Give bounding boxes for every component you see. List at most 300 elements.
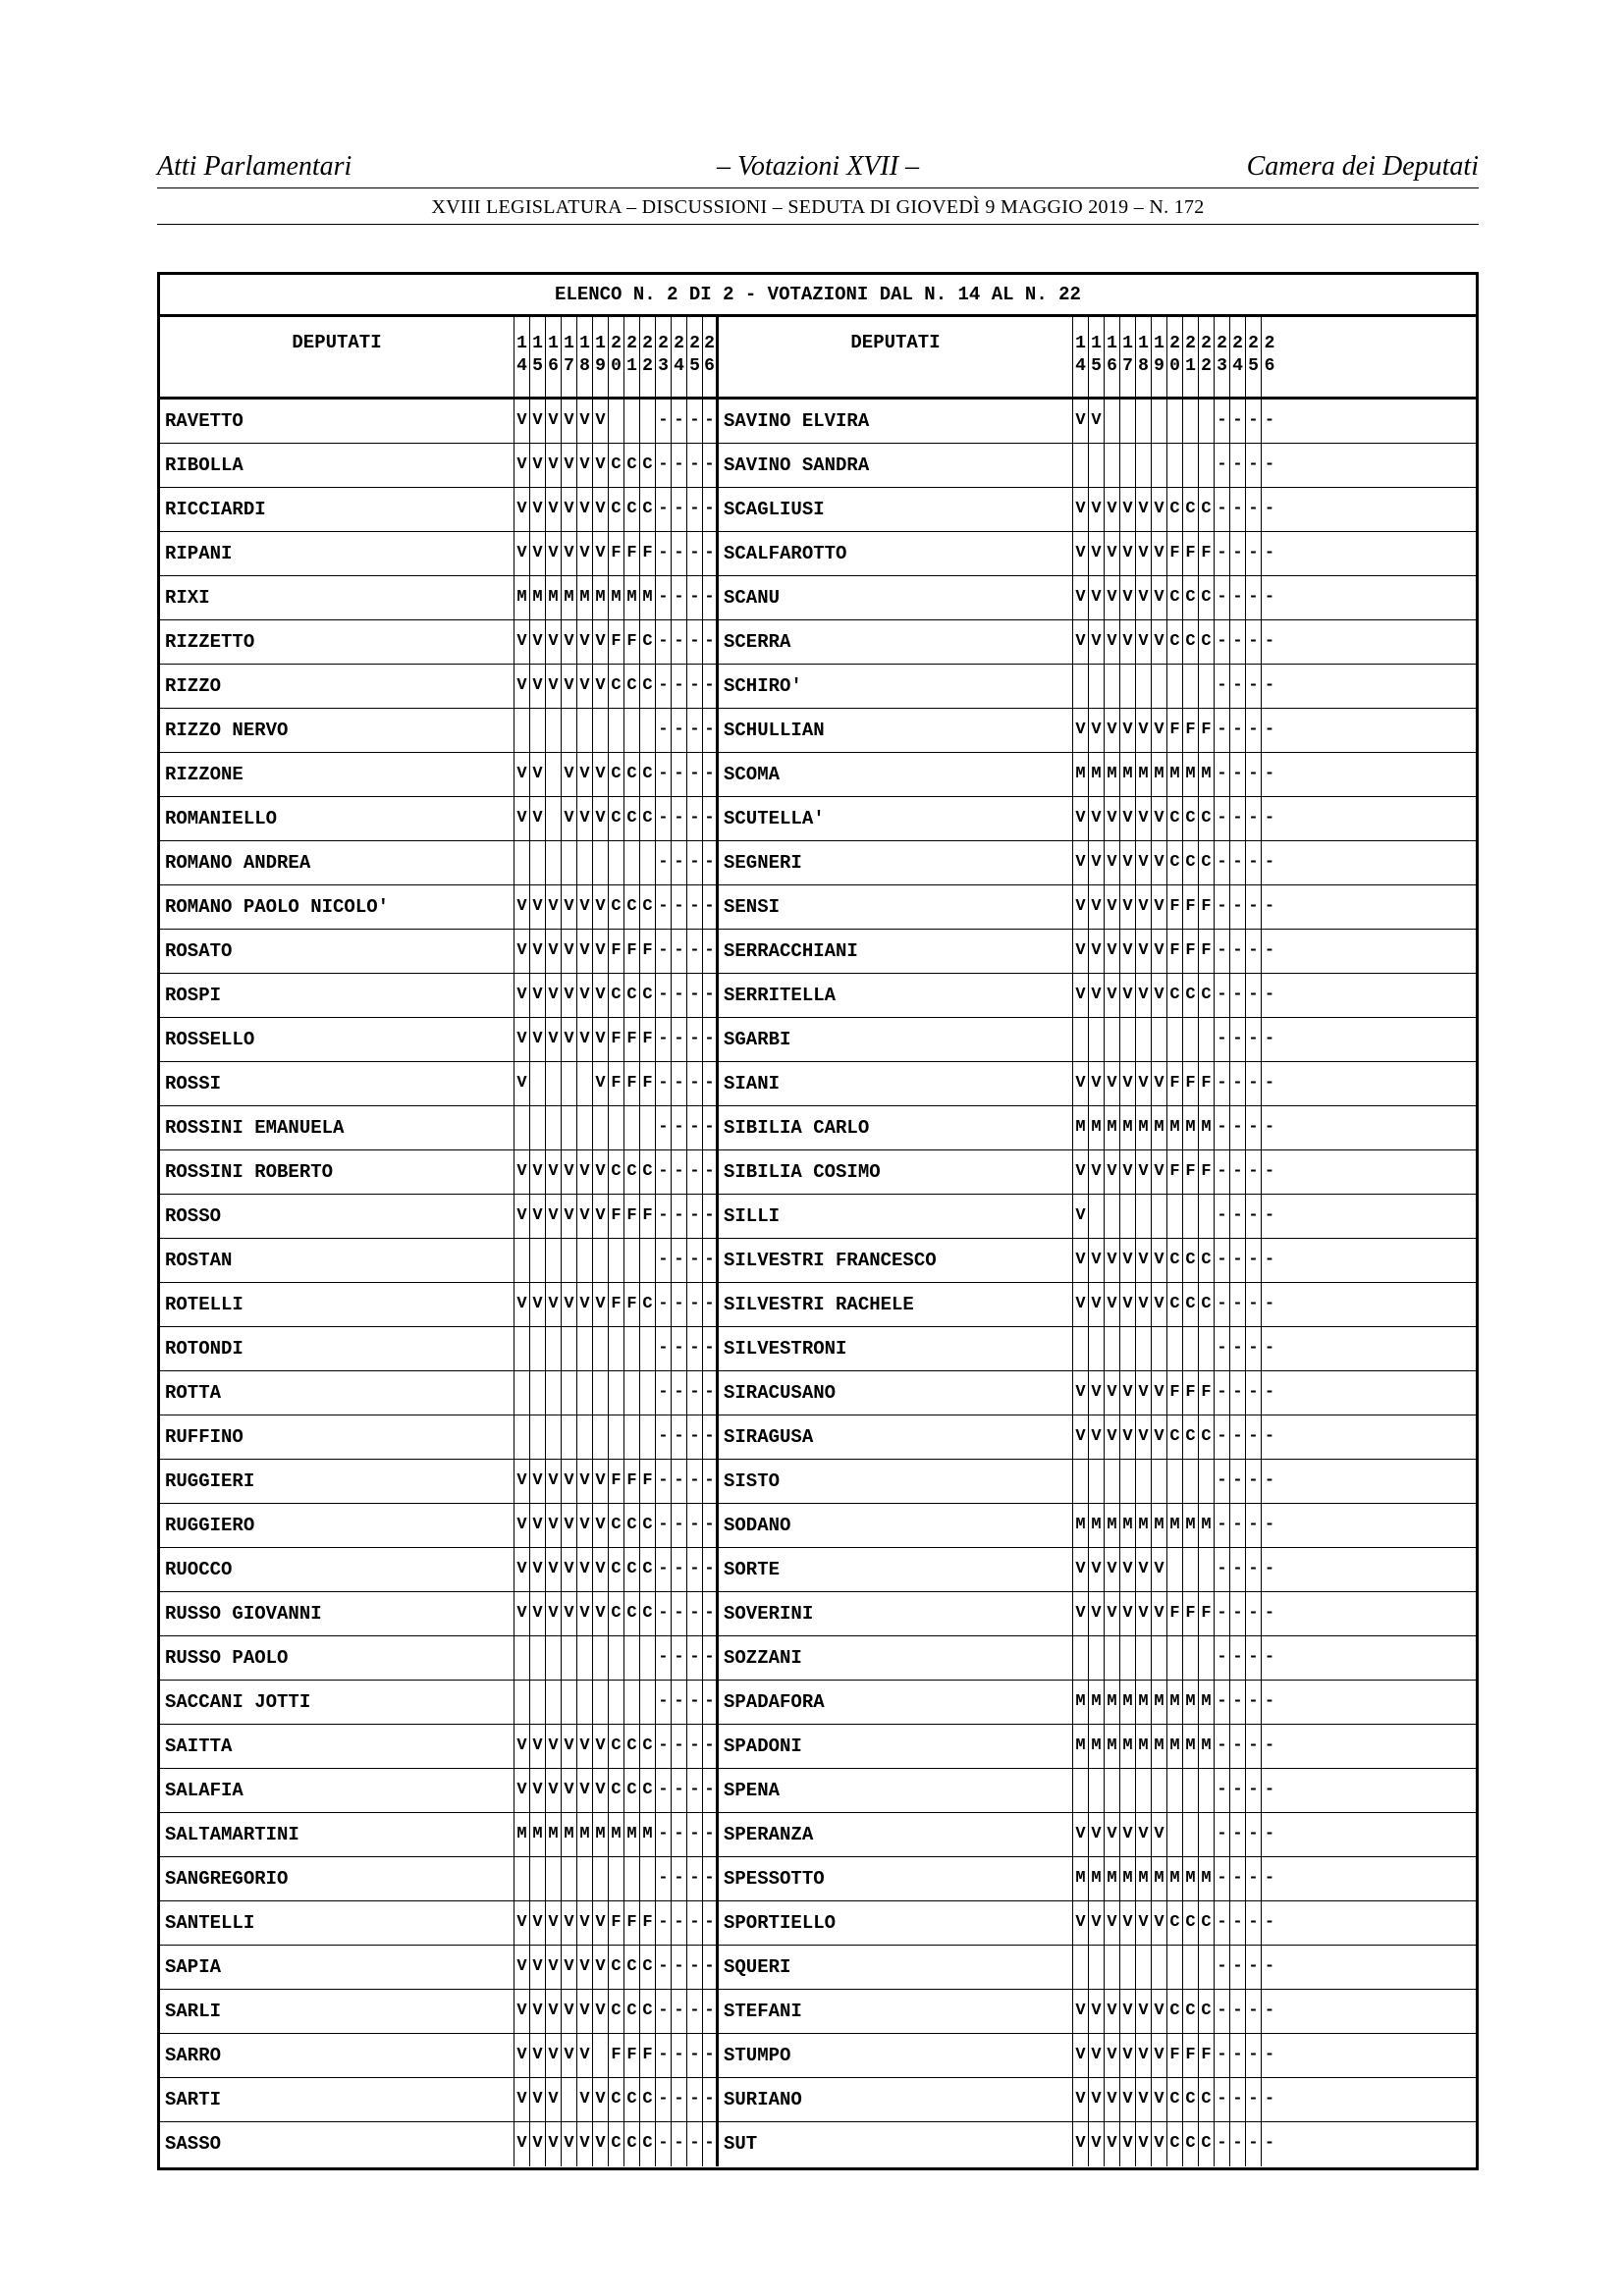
vote-cell: - (1246, 532, 1262, 575)
vote-cell: V (1105, 709, 1120, 752)
vote-cell: M (1089, 1857, 1105, 1900)
vote-cell: C (609, 1592, 624, 1635)
vote-cell (530, 709, 546, 752)
vote-cell: V (577, 797, 593, 840)
vote-cell: V (1073, 974, 1089, 1017)
vote-cell: - (703, 797, 719, 840)
vote-cell: - (672, 1195, 687, 1238)
vote-cell: - (703, 665, 719, 708)
vote-cell: - (1264, 1162, 1275, 1181)
vote-cell (1120, 1460, 1136, 1503)
table-row (160, 1106, 1476, 1150)
vote-cell (1136, 665, 1152, 708)
vote-cell: - (687, 532, 703, 575)
vote-cell: - (1230, 1106, 1246, 1149)
vote-cell: - (672, 532, 687, 575)
vote-cell (1136, 444, 1152, 487)
deputy-name: SALTAMARTINI (160, 1813, 514, 1856)
vote-cell: V (530, 974, 546, 1017)
vote-cell: - (1215, 1901, 1230, 1945)
vote-cell: C (624, 1548, 640, 1591)
vote-cell: V (1120, 930, 1136, 973)
vote-cell (640, 1857, 656, 1900)
deputati-header: DEPUTATI (719, 317, 1073, 397)
vote-cell: V (1120, 885, 1136, 929)
vote-cell (577, 1327, 593, 1370)
vote-column-header: 2 1 (1183, 317, 1199, 397)
vote-cell: - (1246, 1725, 1262, 1768)
vote-cell: - (687, 1460, 703, 1503)
vote-cell (1183, 444, 1199, 487)
vote-cell: - (687, 1062, 703, 1105)
vote-cell (562, 2078, 577, 2121)
vote-cell: - (1264, 1383, 1275, 1402)
vote-cell: - (1246, 1901, 1262, 1945)
vote-cell: V (530, 665, 546, 708)
vote-cell: V (562, 797, 577, 840)
deputy-name: ROTELLI (160, 1283, 514, 1326)
vote-cell (530, 1857, 546, 1900)
vote-cell: - (1264, 809, 1275, 828)
vote-cell: V (1152, 1990, 1167, 2033)
vote-cell: - (672, 1415, 687, 1459)
vote-cell: - (1215, 930, 1230, 973)
vote-column-header: 2 6 (1264, 334, 1275, 376)
vote-cell: - (1246, 1327, 1262, 1370)
vote-cell: V (1136, 1415, 1152, 1459)
vote-cell: C (624, 1150, 640, 1194)
vote-cell: V (546, 2078, 562, 2121)
deputy-name: SQUERI (719, 1946, 1073, 1989)
vote-cell: V (562, 753, 577, 796)
vote-cell (593, 1371, 609, 1415)
deputy-name: SPADONI (719, 1725, 1073, 1768)
vote-cell: M (1073, 753, 1089, 796)
vote-cell: - (656, 1062, 672, 1105)
vote-cell: V (1136, 1239, 1152, 1282)
vote-cell: C (624, 1725, 640, 1768)
table-row (160, 1018, 1476, 1062)
deputy-name: RIBOLLA (160, 444, 514, 487)
vote-cell: V (593, 1901, 609, 1945)
vote-cell: - (656, 1990, 672, 2033)
vote-cell (1105, 1195, 1120, 1238)
vote-cell (1105, 1946, 1120, 1989)
vote-cell (1167, 444, 1183, 487)
vote-cell: - (1230, 488, 1246, 531)
vote-cell: C (624, 488, 640, 531)
vote-cell: V (593, 620, 609, 664)
vote-cell: C (624, 665, 640, 708)
vote-cell: V (1073, 2034, 1089, 2077)
vote-cell: V (514, 444, 530, 487)
vote-cell: M (1183, 1725, 1199, 1768)
vote-cell: C (624, 753, 640, 796)
vote-cell: M (1105, 1725, 1120, 1768)
vote-cell (1136, 1946, 1152, 1989)
vote-cell (624, 1636, 640, 1680)
vote-column-header: 2 3 (1215, 317, 1230, 397)
vote-cell: M (1136, 1106, 1152, 1149)
vote-cell: V (1152, 885, 1167, 929)
vote-cell: - (687, 1592, 703, 1635)
vote-cell: V (1120, 709, 1136, 752)
vote-cell: V (1073, 930, 1089, 973)
vote-cell (1183, 1460, 1199, 1503)
vote-cell: - (703, 1725, 719, 1768)
deputy-name: SURIANO (719, 2078, 1073, 2121)
vote-cell: - (1264, 1206, 1275, 1225)
vote-cell (1120, 1327, 1136, 1370)
vote-cell: - (1246, 1769, 1262, 1812)
vote-cell: - (1230, 1283, 1246, 1326)
vote-cell (1120, 1946, 1136, 1989)
deputy-name: SILVESTRI FRANCESCO (719, 1239, 1073, 1282)
vote-cell: V (1120, 1283, 1136, 1326)
header-rule (157, 187, 1479, 188)
vote-cell: V (1073, 709, 1089, 752)
vote-cell: - (1230, 532, 1246, 575)
vote-cell (562, 1636, 577, 1680)
vote-cell: - (672, 1946, 687, 1989)
vote-cell: V (562, 974, 577, 1017)
vote-cell: C (640, 1548, 656, 1591)
vote-cell: V (1105, 1283, 1120, 1326)
vote-cell: F (609, 2034, 624, 2077)
vote-cell (1199, 444, 1215, 487)
vote-cell: - (656, 1106, 672, 1149)
vote-cell: - (1246, 1857, 1262, 1900)
vote-cell: V (1089, 974, 1105, 1017)
vote-cell: V (1105, 841, 1120, 884)
vote-cell: M (1199, 753, 1215, 796)
vote-cell: - (656, 620, 672, 664)
vote-cell: F (1167, 2034, 1183, 2077)
vote-cell: V (514, 1150, 530, 1194)
vote-cell: V (1136, 841, 1152, 884)
vote-cell: M (609, 576, 624, 619)
vote-cell: F (624, 532, 640, 575)
vote-cell: V (577, 1725, 593, 1768)
vote-cell: - (703, 709, 719, 752)
deputy-name: SPORTIELLO (719, 1901, 1073, 1945)
vote-cell: F (1183, 885, 1199, 929)
vote-cell: F (624, 1460, 640, 1503)
vote-cell: V (1136, 1813, 1152, 1856)
vote-cell: C (609, 2122, 624, 2166)
vote-cell: V (593, 444, 609, 487)
vote-cell: - (656, 974, 672, 1017)
vote-cell: - (703, 753, 719, 796)
vote-cell: - (1230, 2034, 1246, 2077)
vote-cell: V (577, 444, 593, 487)
vote-cell: - (1264, 941, 1275, 960)
vote-cell: V (1136, 576, 1152, 619)
vote-column-header: 1 4 (1073, 317, 1089, 397)
vote-cell: - (656, 665, 672, 708)
vote-cell: C (640, 1946, 656, 1989)
vote-cell: - (656, 709, 672, 752)
vote-cell: F (609, 930, 624, 973)
vote-cell (1183, 1195, 1199, 1238)
vote-cell: M (530, 576, 546, 619)
vote-cell (546, 1239, 562, 1282)
vote-cell: V (1089, 1062, 1105, 1105)
vote-cell (1152, 665, 1167, 708)
vote-cell: C (624, 1769, 640, 1812)
deputy-name: SISTO (719, 1460, 1073, 1503)
vote-cell: - (1246, 1371, 1262, 1415)
vote-cell: V (1152, 620, 1167, 664)
vote-cell: - (1215, 1327, 1230, 1370)
deputy-name: SCANU (719, 576, 1073, 619)
deputy-name: SARLI (160, 1990, 514, 2033)
vote-cell: - (687, 797, 703, 840)
vote-cell: V (1152, 1283, 1167, 1326)
vote-cell: - (1264, 676, 1275, 695)
vote-cell: - (1246, 1062, 1262, 1105)
vote-cell: V (530, 1946, 546, 1989)
deputy-name: SODANO (719, 1504, 1073, 1547)
vote-cell: V (1152, 841, 1167, 884)
deputy-name: SCAGLIUSI (719, 488, 1073, 531)
vote-cell: V (514, 1548, 530, 1591)
vote-cell: V (1089, 1813, 1105, 1856)
vote-cell (593, 841, 609, 884)
deputy-name: SAITTA (160, 1725, 514, 1768)
vote-cell: - (656, 1592, 672, 1635)
vote-cell: - (672, 1283, 687, 1326)
vote-cell (546, 841, 562, 884)
vote-cell (1152, 1636, 1167, 1680)
vote-cell (514, 1371, 530, 1415)
deputy-name: RIZZONE (160, 753, 514, 796)
vote-cell: - (703, 532, 719, 575)
vote-cell: - (1264, 721, 1275, 739)
vote-cell: - (1246, 930, 1262, 973)
vote-cell: C (640, 1725, 656, 1768)
vote-cell: C (640, 444, 656, 487)
vote-cell: V (1120, 532, 1136, 575)
vote-cell: M (1167, 753, 1183, 796)
vote-cell: F (1167, 885, 1183, 929)
table-row (160, 1150, 1476, 1195)
table-row (160, 1725, 1476, 1769)
vote-cell: V (1073, 1239, 1089, 1282)
vote-cell: - (703, 885, 719, 929)
deputy-name: SERRITELLA (719, 974, 1073, 1017)
vote-cell: V (562, 2122, 577, 2166)
table-row (160, 576, 1476, 620)
vote-cell: - (672, 665, 687, 708)
vote-cell: F (640, 1062, 656, 1105)
vote-column-header: 2 5 (687, 317, 703, 397)
vote-cell: - (1230, 1018, 1246, 1061)
vote-cell: - (687, 1990, 703, 2033)
vote-cell (1167, 1813, 1183, 1856)
vote-cell (624, 1239, 640, 1282)
vote-cell: V (1073, 576, 1089, 619)
vote-cell: V (1136, 1990, 1152, 2033)
vote-cell: V (1120, 1150, 1136, 1194)
vote-cell: - (1230, 1636, 1246, 1680)
vote-cell (640, 1239, 656, 1282)
vote-cell (1183, 1813, 1199, 1856)
vote-cell (546, 1106, 562, 1149)
vote-cell (562, 1106, 577, 1149)
vote-cell: V (562, 532, 577, 575)
table-row (160, 1857, 1476, 1901)
vote-cell: - (1230, 1813, 1246, 1856)
deputy-name: SILLI (719, 1195, 1073, 1238)
vote-cell: V (593, 2078, 609, 2121)
table-row (160, 753, 1476, 797)
vote-cell: V (1152, 1150, 1167, 1194)
vote-cell: V (1105, 1901, 1120, 1945)
vote-cell: V (1120, 841, 1136, 884)
table-row (160, 665, 1476, 709)
vote-cell (514, 1857, 530, 1900)
vote-cell: - (1230, 1857, 1246, 1900)
vote-cell: M (562, 1813, 577, 1856)
vote-cell: - (1246, 1195, 1262, 1238)
vote-cell: - (1230, 1371, 1246, 1415)
vote-cell: - (1230, 2122, 1246, 2166)
vote-cell: V (1120, 1371, 1136, 1415)
deputy-name: SACCANI JOTTI (160, 1681, 514, 1724)
vote-cell (1105, 444, 1120, 487)
vote-cell: - (703, 488, 719, 531)
vote-cell: M (1199, 1725, 1215, 1768)
vote-cell: V (593, 974, 609, 1017)
vote-cell: V (546, 1946, 562, 1989)
vote-cell: - (672, 1990, 687, 2033)
vote-cell: - (703, 1239, 719, 1282)
vote-cell: V (562, 1769, 577, 1812)
vote-cell: V (514, 753, 530, 796)
vote-cell: C (624, 974, 640, 1017)
vote-cell (562, 1415, 577, 1459)
vote-cell: M (514, 576, 530, 619)
vote-cell: C (640, 885, 656, 929)
vote-cell: - (1264, 1251, 1275, 1269)
table-row (160, 1062, 1476, 1106)
vote-cell: F (640, 1018, 656, 1061)
vote-cell (1089, 1636, 1105, 1680)
vote-cell: C (1167, 1283, 1183, 1326)
vote-cell (1199, 1636, 1215, 1680)
vote-cell: M (1105, 1106, 1120, 1149)
table-row (160, 709, 1476, 753)
vote-cell: V (1152, 2034, 1167, 2077)
vote-cell: C (640, 1504, 656, 1547)
vote-cell: - (672, 1725, 687, 1768)
vote-cell: M (1183, 1504, 1199, 1547)
vote-cell (1136, 400, 1152, 443)
vote-cell: - (672, 1592, 687, 1635)
deputy-name: SERRACCHIANI (719, 930, 1073, 973)
vote-cell: V (1089, 841, 1105, 884)
deputy-name: SILVESTRONI (719, 1327, 1073, 1370)
vote-cell: - (1230, 620, 1246, 664)
vote-cell: - (656, 753, 672, 796)
vote-cell: - (703, 444, 719, 487)
vote-cell (530, 1681, 546, 1724)
vote-cell (593, 1239, 609, 1282)
vote-cell: V (577, 1018, 593, 1061)
vote-cell: V (1120, 576, 1136, 619)
vote-cell: - (1215, 1283, 1230, 1326)
deputy-name: ROSATO (160, 930, 514, 973)
vote-cell: - (672, 444, 687, 487)
vote-cell: - (656, 930, 672, 973)
deputy-name: SIBILIA COSIMO (719, 1150, 1073, 1194)
vote-cell: - (1215, 1990, 1230, 2033)
vote-cell: V (1136, 1062, 1152, 1105)
vote-cell: M (1073, 1857, 1089, 1900)
vote-cell (624, 1371, 640, 1415)
vote-cell: V (1089, 2122, 1105, 2166)
vote-cell: - (1230, 2078, 1246, 2121)
vote-cell (1199, 1769, 1215, 1812)
vote-cell (1199, 665, 1215, 708)
vote-cell (514, 1681, 530, 1724)
vote-cell: - (1215, 1195, 1230, 1238)
vote-cell (577, 709, 593, 752)
vote-cell: - (1230, 1504, 1246, 1547)
vote-cell (1183, 1946, 1199, 1989)
vote-cell: V (1105, 1592, 1120, 1635)
vote-cell: V (1073, 885, 1089, 929)
vote-cell: - (1264, 1560, 1275, 1578)
vote-cell: V (593, 532, 609, 575)
vote-cell: C (1199, 1415, 1215, 1459)
vote-cell: - (672, 1062, 687, 1105)
vote-column-header: 2 6 (703, 317, 719, 397)
vote-cell: V (530, 753, 546, 796)
deputy-name: SIANI (719, 1062, 1073, 1105)
vote-cell: M (1089, 1106, 1105, 1149)
vote-cell (1105, 400, 1120, 443)
vote-cell: V (577, 1901, 593, 1945)
vote-cell: - (1230, 1415, 1246, 1459)
vote-cell: C (1183, 1283, 1199, 1326)
vote-cell: - (672, 841, 687, 884)
vote-cell: V (1073, 2122, 1089, 2166)
vote-cell: - (703, 974, 719, 1017)
vote-cell: - (672, 1239, 687, 1282)
deputy-name: SCALFAROTTO (719, 532, 1073, 575)
vote-cell: C (609, 974, 624, 1017)
vote-cell: - (1230, 400, 1246, 443)
vote-cell: V (1089, 885, 1105, 929)
vote-cell (624, 400, 640, 443)
vote-cell (1152, 1946, 1167, 1989)
vote-cell: - (1264, 1692, 1275, 1711)
vote-cell: - (1246, 2078, 1262, 2121)
vote-cell: C (1167, 841, 1183, 884)
vote-cell: V (1089, 2034, 1105, 2077)
vote-cell: - (1230, 1239, 1246, 1282)
vote-cell: V (514, 620, 530, 664)
vote-cell: C (1167, 1415, 1183, 1459)
vote-cell: - (687, 1327, 703, 1370)
vote-cell: V (593, 1769, 609, 1812)
vote-cell: C (1183, 620, 1199, 664)
vote-cell: V (1105, 488, 1120, 531)
vote-cell: V (1152, 576, 1167, 619)
vote-cell: V (1073, 1901, 1089, 1945)
